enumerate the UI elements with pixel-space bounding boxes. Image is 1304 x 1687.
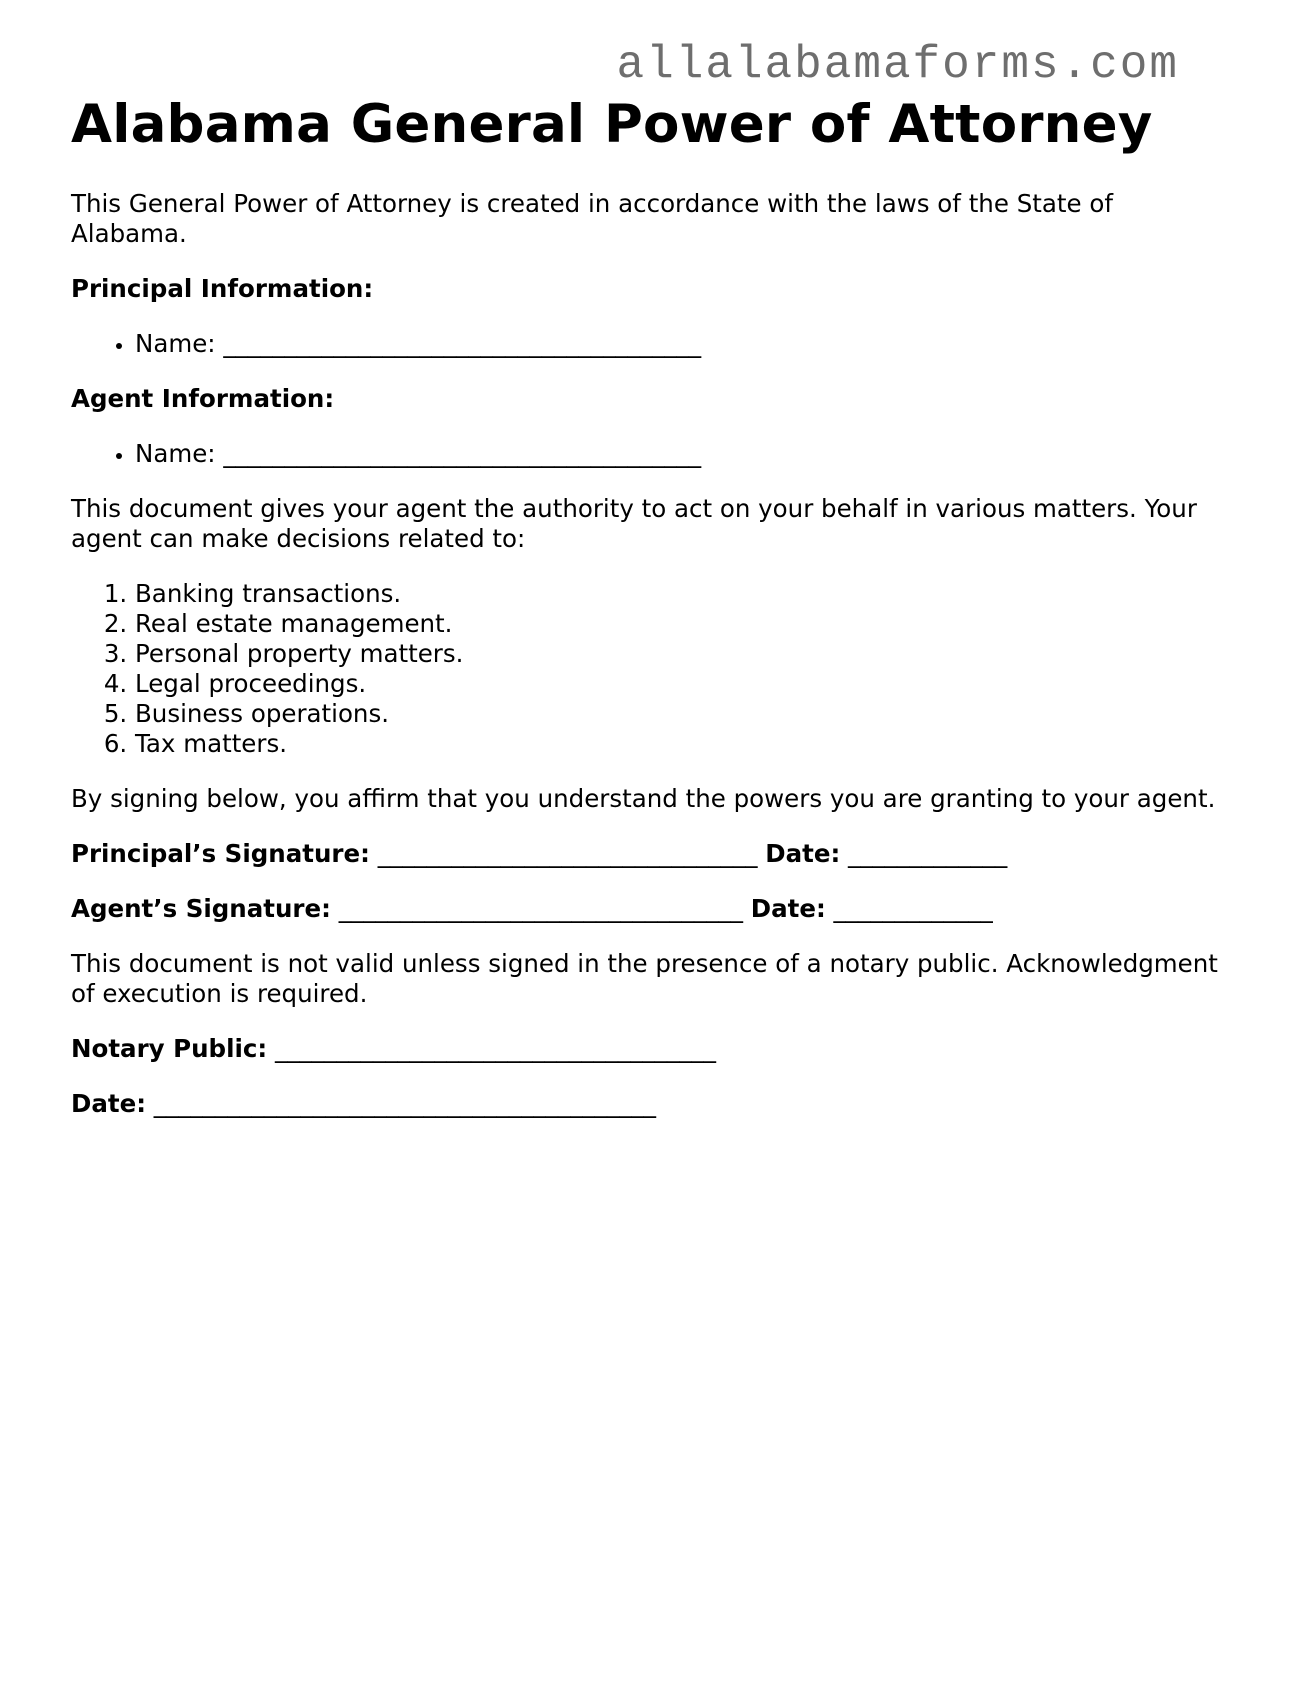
agent-info-list [71,439,1221,469]
principal-date-label: Date: [765,839,841,868]
principal-signature-line [71,839,1221,869]
agent-date-label: Date: [750,894,826,923]
notary-requirement-paragraph: This document is not valid unless signed in the presence of a notary public. Acknowledgment of execution is required. [71,949,1218,1008]
agent-name-blank[interactable]: _______________________________________ [223,439,702,468]
power-item: 3. Personal property matters. [135,639,1221,669]
agent-signature-label: Agent’s Signature: [71,894,331,923]
principal-info-list [71,329,1221,359]
power-item: 2. Real estate management. [135,609,1221,639]
principal-signature-blank[interactable]: _______________________________ [377,839,758,868]
document-page [71,92,1221,1119]
power-item: 1. Banking transactions. [135,579,1221,609]
notary-date-line [71,1089,1221,1119]
principal-name-blank[interactable]: _______________________________________ [223,329,702,358]
site-watermark: allalabamaforms.com [616,39,1179,91]
principal-date-blank[interactable]: _____________ [848,839,1008,868]
agent-name-field[interactable] [135,439,1221,469]
affirm-paragraph: By signing below, you affirm that you understand the powers you are granting to your agent. [71,784,1216,813]
agent-name-label: Name: [135,439,216,468]
principal-signature-label: Principal’s Signature: [71,839,370,868]
agent-info-heading: Agent Information: [71,384,335,413]
notary-public-blank[interactable]: ____________________________________ [275,1034,717,1063]
agent-date-blank[interactable]: _____________ [833,894,993,923]
principal-name-label: Name: [135,329,216,358]
agent-signature-blank[interactable]: _________________________________ [338,894,743,923]
power-item: 6. Tax matters. [135,729,1221,759]
notary-date-blank[interactable]: _________________________________________ [153,1089,657,1118]
document-title: Alabama General Power of Attorney [71,94,1153,155]
principal-name-field[interactable] [135,329,1221,359]
notary-public-label: Notary Public: [71,1034,268,1063]
power-item: 4. Legal proceedings. [135,669,1221,699]
agent-signature-line [71,894,1221,924]
power-item: 5. Business operations. [135,699,1221,729]
principal-info-heading: Principal Information: [71,274,374,303]
authority-paragraph: This document gives your agent the authority to act on your behalf in various matters. Your agent can make decisions related to: [71,494,1197,553]
notary-public-line [71,1034,1221,1064]
notary-date-label: Date: [71,1089,146,1118]
powers-list [71,579,1221,759]
intro-paragraph: This General Power of Attorney is created in accordance with the laws of the State of Alabama. [71,189,1113,248]
